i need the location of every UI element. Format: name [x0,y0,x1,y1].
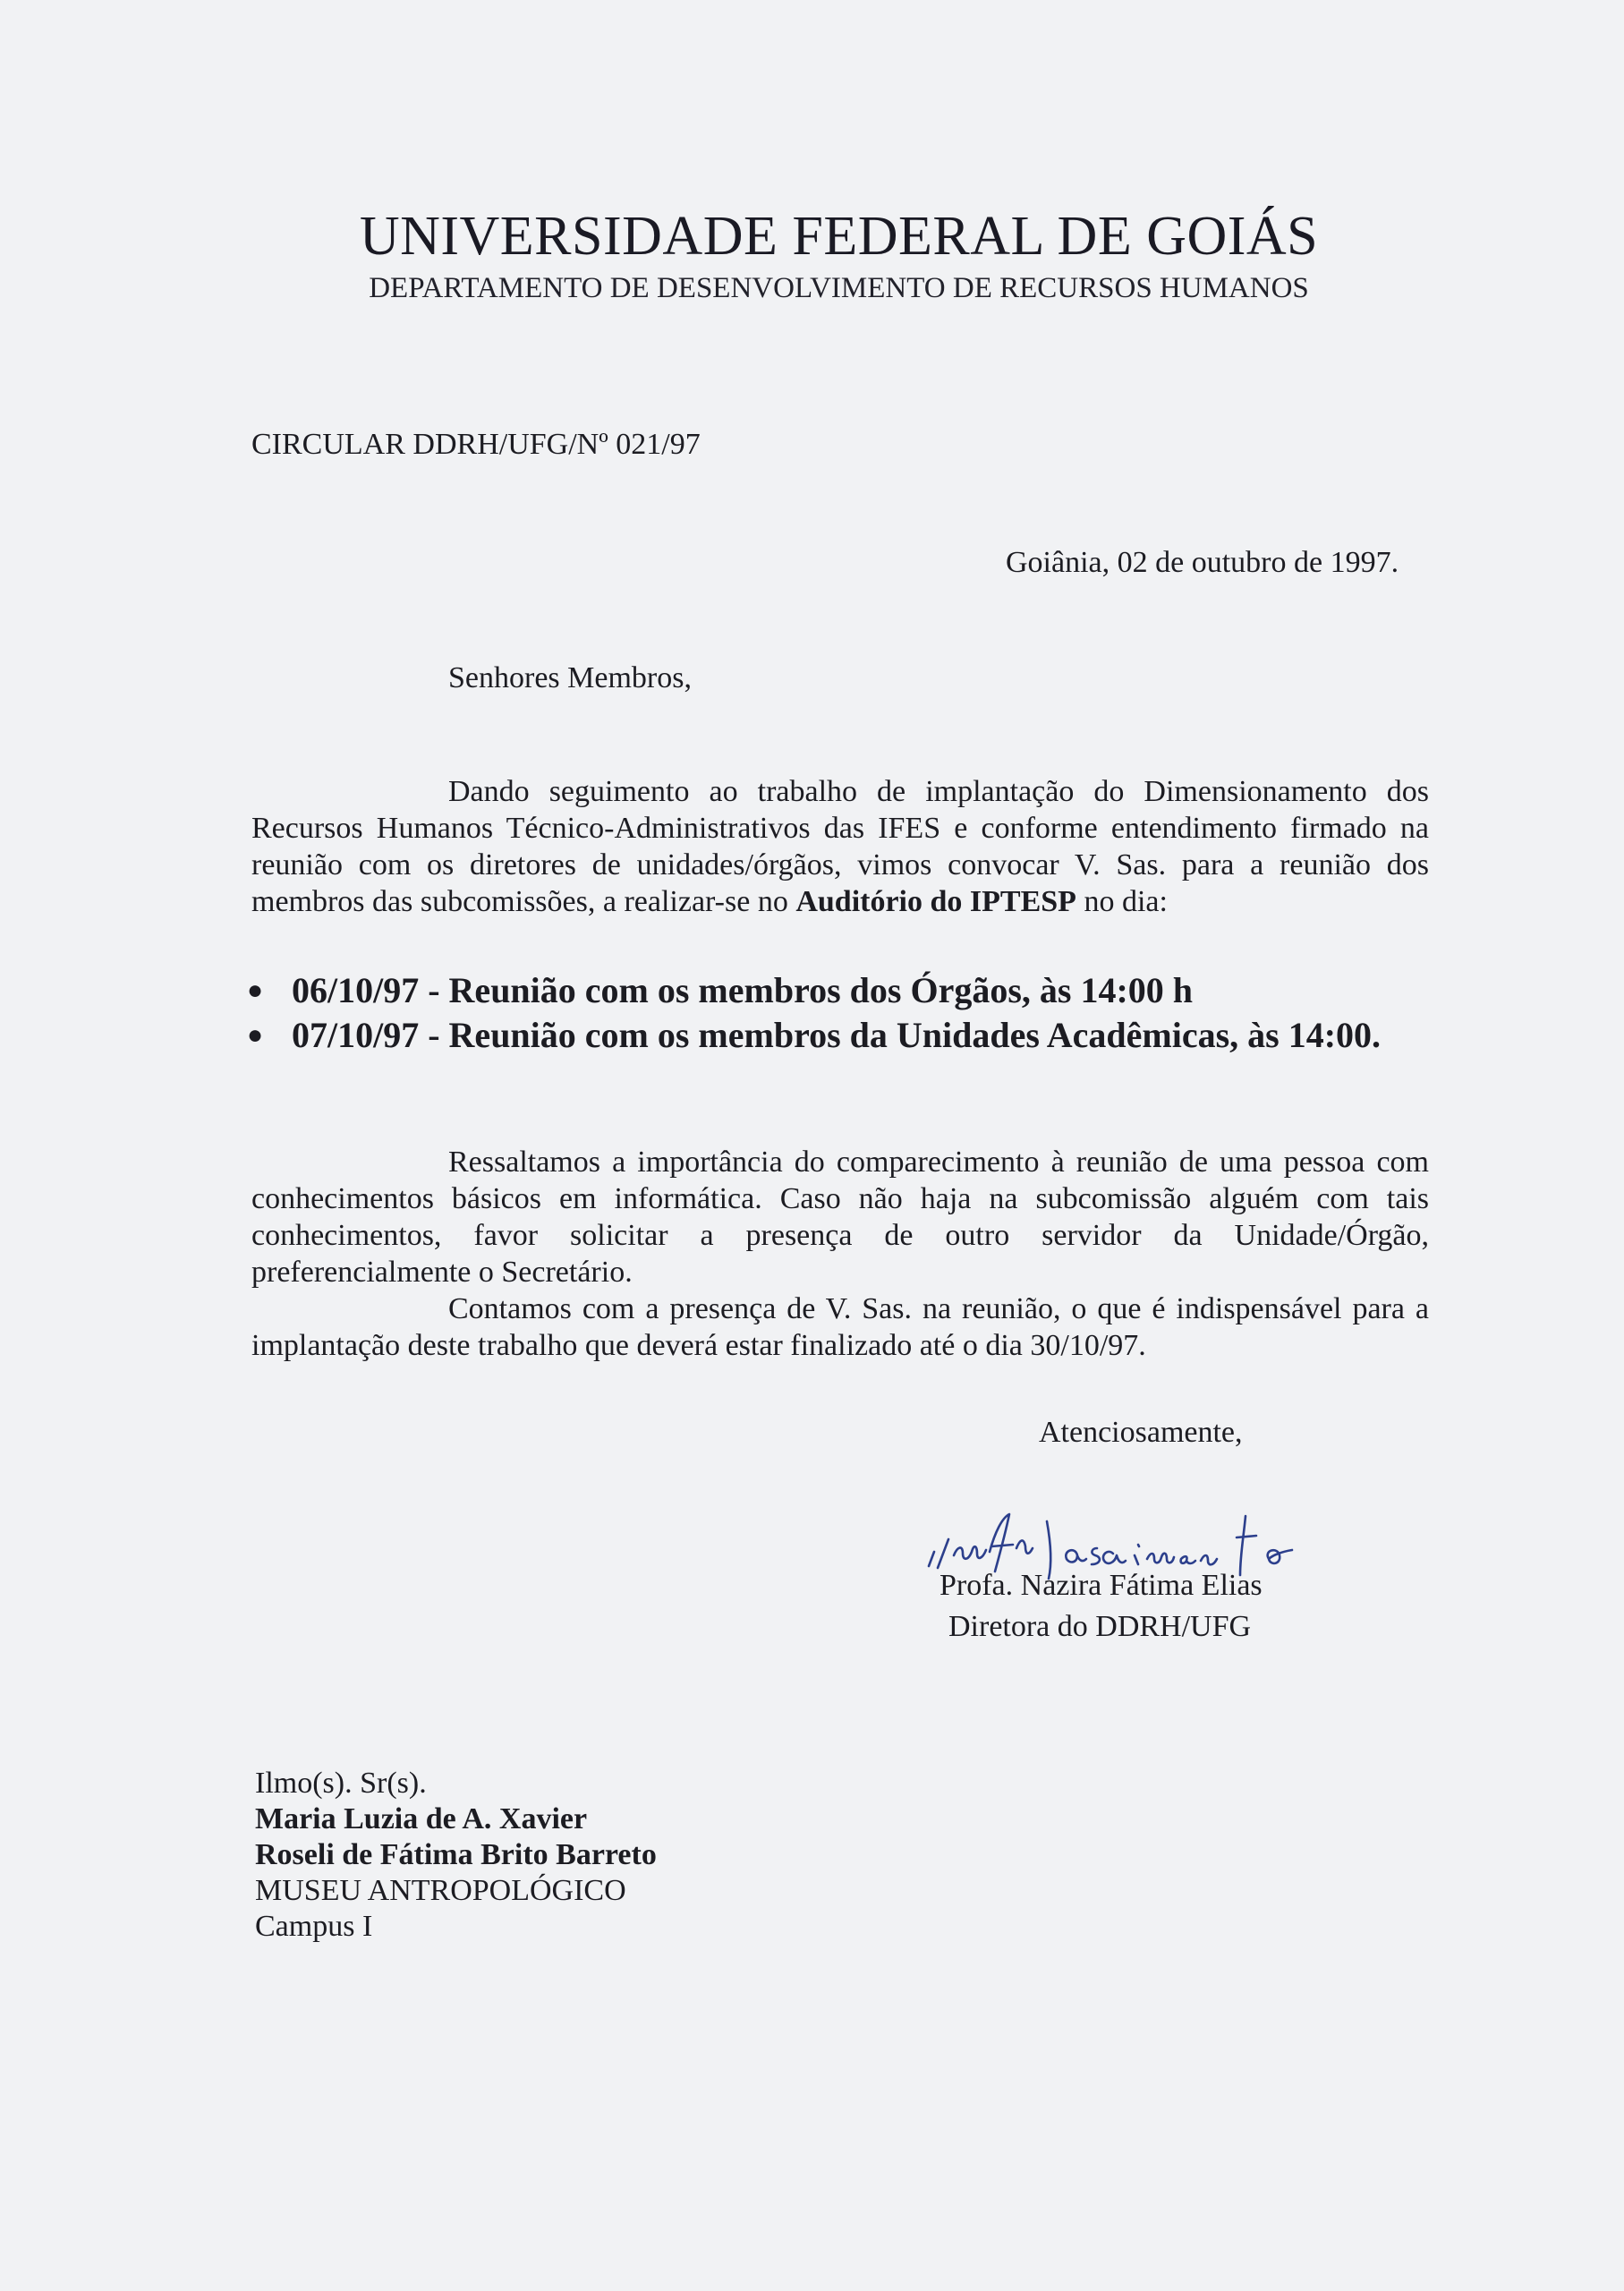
recipient-unit: MUSEU ANTROPOLÓGICO [255,1874,626,1907]
signatory-name: Profa. Nazira Fátima Elias [940,1569,1263,1602]
recipient-name: Roseli de Fátima Brito Barreto [255,1838,657,1871]
list-item [247,1013,1430,1058]
recipient-location: Campus I [255,1910,373,1943]
circular-reference: CIRCULAR DDRH/UFG/Nº 021/97 [251,428,701,461]
place-date: Goiânia, 02 de outubro de 1997. [1006,546,1399,579]
meeting-list [247,968,1430,1058]
paragraph-convocation-text: Dando seguimento ao trabalho de implantação do Dimensionamento dos Recursos Humanos Técnico-Administrativos das IFES e conforme entendimento firmado na reunião com os diretores de unidades/órgãos, vimos convocar V. Sas. para a reunião dos membros das subcomissões, a realizar-se no [251,775,1429,918]
department-subtitle: DEPARTAMENTO DE DESENVOLVIMENTO DE RECURSOS HUMANOS [369,272,1309,304]
paragraph-presence-text: Contamos com a presença de V. Sas. na reunião, o que é indispensável para a implantação deste trabalho que deverá estar finalizado até o dia 30/10/97. [251,1292,1429,1362]
paragraph-convocation [251,773,1429,920]
meeting-item-text: 07/10/97 - Reunião com os membros da Unidades Acadêmicas, às 14:00. [292,1015,1382,1055]
paragraph-requirements [251,1144,1429,1290]
list-item [247,968,1430,1013]
meeting-item-text: 06/10/97 - Reunião com os membros dos Órgãos, às 14:00 h [292,970,1194,1010]
recipients-salutation: Ilmo(s). Sr(s). [255,1767,427,1800]
paragraph-requirements-text: Ressaltamos a importância do comparecimento à reunião de uma pessoa com conhecimentos básicos em informática. Caso não haja na subcomissão alguém com tais conhecimentos, favor solicitar a presença de outro servidor da Unidade/Órgão, preferencialmente o Secretário. [251,1146,1429,1289]
paragraph-presence [251,1290,1429,1364]
paragraph-requirements-group [251,1144,1429,1364]
salutation: Senhores Membros, [448,661,692,694]
bullet-icon: ● [247,1020,264,1050]
meeting-location: Auditório do IPTESP [795,885,1076,918]
closing-phrase: Atenciosamente, [1039,1416,1243,1449]
paragraph-convocation-end: no dia: [1076,885,1168,918]
recipient-name: Maria Luzia de A. Xavier [255,1802,588,1835]
recipients-block [255,1766,657,1945]
bullet-icon: ● [247,975,264,1005]
institution-title: UNIVERSIDADE FEDERAL DE GOIÁS [359,206,1319,267]
signatory-role: Diretora do DDRH/UFG [948,1610,1252,1643]
